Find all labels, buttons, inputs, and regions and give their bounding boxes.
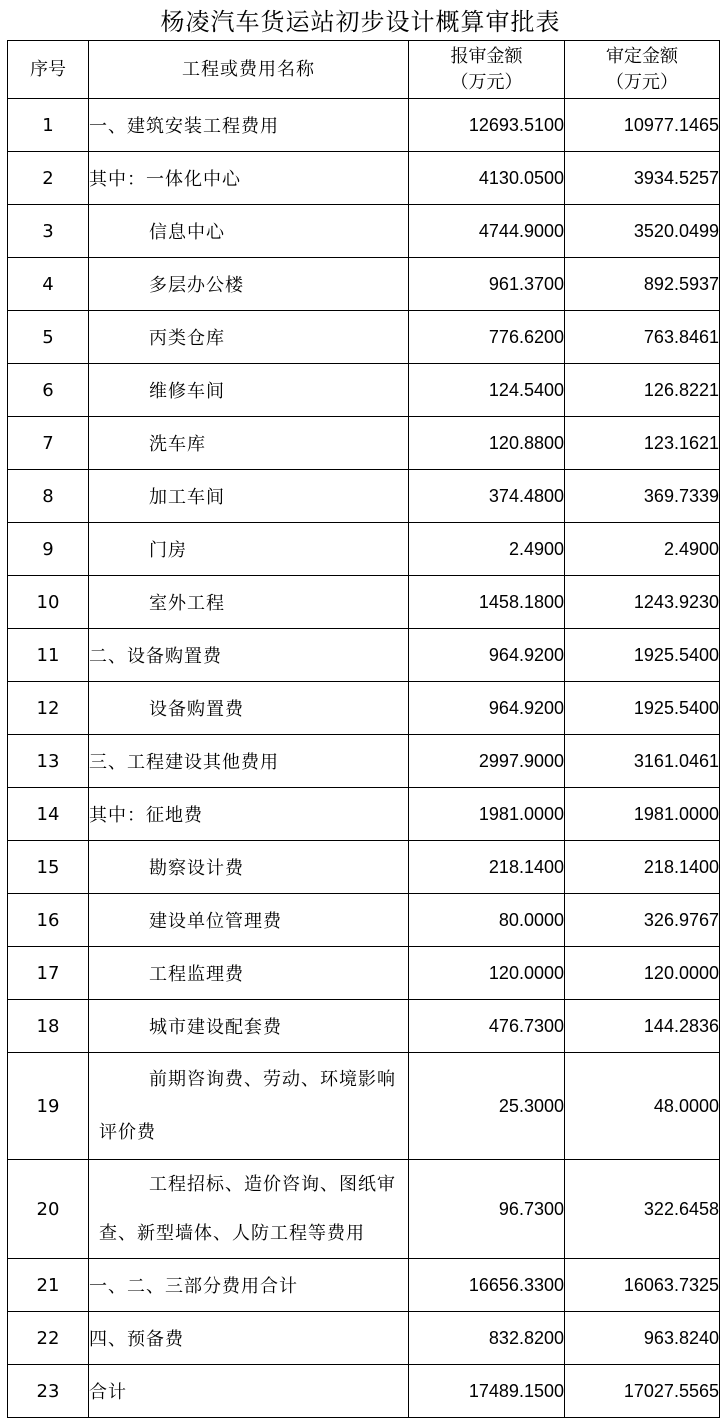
row-approved: 3934.5257 xyxy=(565,152,720,205)
row-reported: 96.7300 xyxy=(409,1160,565,1259)
row-approved: 326.9767 xyxy=(565,894,720,947)
row-approved: 1981.0000 xyxy=(565,788,720,841)
row-name: 多层办公楼 xyxy=(89,258,409,311)
row-seq: 22 xyxy=(8,1312,89,1365)
header-reported-line2: （万元） xyxy=(450,71,523,93)
row-seq: 20 xyxy=(8,1160,89,1259)
row-name: 建设单位管理费 xyxy=(89,894,409,947)
row-name: 合计 xyxy=(89,1365,409,1418)
row-seq: 1 xyxy=(8,99,89,152)
table-row xyxy=(8,894,720,947)
table-row xyxy=(8,152,720,205)
row-approved: 120.0000 xyxy=(565,947,720,1000)
table-row xyxy=(8,682,720,735)
table-row xyxy=(8,99,720,152)
table-row xyxy=(8,364,720,417)
row-approved: 763.8461 xyxy=(565,311,720,364)
table-row xyxy=(8,523,720,576)
row-reported: 1458.1800 xyxy=(409,576,565,629)
header-name: 工程或费用名称 xyxy=(89,41,409,99)
row-name: 其中：一体化中心 xyxy=(89,152,409,205)
row-approved: 322.6458 xyxy=(565,1160,720,1259)
row-seq: 18 xyxy=(8,1000,89,1053)
row-approved: 16063.7325 xyxy=(565,1259,720,1312)
row-approved: 144.2836 xyxy=(565,1000,720,1053)
row-seq: 6 xyxy=(8,364,89,417)
row-seq: 2 xyxy=(8,152,89,205)
row-approved: 126.8221 xyxy=(565,364,720,417)
row-reported: 12693.5100 xyxy=(409,99,565,152)
row-seq: 12 xyxy=(8,682,89,735)
row-reported: 2.4900 xyxy=(409,523,565,576)
header-reported xyxy=(409,41,565,99)
header-approved xyxy=(565,41,720,99)
row-name: 设备购置费 xyxy=(89,682,409,735)
row-approved: 3520.0499 xyxy=(565,205,720,258)
row-reported: 476.7300 xyxy=(409,1000,565,1053)
row-reported: 961.3700 xyxy=(409,258,565,311)
row-seq: 5 xyxy=(8,311,89,364)
table-row xyxy=(8,1259,720,1312)
table-row xyxy=(8,1312,720,1365)
row-seq: 10 xyxy=(8,576,89,629)
row-name: 四、预备费 xyxy=(89,1312,409,1365)
table-row xyxy=(8,417,720,470)
row-reported: 374.4800 xyxy=(409,470,565,523)
row-name: 其中：征地费 xyxy=(89,788,409,841)
row-name: 工程监理费 xyxy=(89,947,409,1000)
row-seq: 3 xyxy=(8,205,89,258)
row-reported: 1981.0000 xyxy=(409,788,565,841)
row-approved: 10977.1465 xyxy=(565,99,720,152)
row-approved: 963.8240 xyxy=(565,1312,720,1365)
row-reported: 80.0000 xyxy=(409,894,565,947)
row-name: 加工车间 xyxy=(89,470,409,523)
row-name: 室外工程 xyxy=(89,576,409,629)
row-name xyxy=(89,1053,409,1160)
table-row xyxy=(8,576,720,629)
row-name: 城市建设配套费 xyxy=(89,1000,409,1053)
row-seq: 7 xyxy=(8,417,89,470)
row-name xyxy=(89,1160,409,1259)
row-name: 三、工程建设其他费用 xyxy=(89,735,409,788)
table-row xyxy=(8,205,720,258)
row-name-text: 工程招标、造价咨询、图纸审查、新型墙体、人防工程等费用 xyxy=(99,1174,396,1244)
row-reported: 120.0000 xyxy=(409,947,565,1000)
row-name: 洗车库 xyxy=(89,417,409,470)
row-reported: 4130.0500 xyxy=(409,152,565,205)
row-reported: 4744.9000 xyxy=(409,205,565,258)
row-name: 信息中心 xyxy=(89,205,409,258)
table-row xyxy=(8,629,720,682)
row-name: 丙类仓库 xyxy=(89,311,409,364)
row-seq: 23 xyxy=(8,1365,89,1418)
table-row xyxy=(8,311,720,364)
row-reported: 16656.3300 xyxy=(409,1259,565,1312)
row-seq: 14 xyxy=(8,788,89,841)
table-row xyxy=(8,1053,720,1160)
row-reported: 25.3000 xyxy=(409,1053,565,1160)
row-name: 勘察设计费 xyxy=(89,841,409,894)
row-seq: 8 xyxy=(8,470,89,523)
row-approved: 123.1621 xyxy=(565,417,720,470)
row-seq: 17 xyxy=(8,947,89,1000)
table-row xyxy=(8,1000,720,1053)
row-name: 二、设备购置费 xyxy=(89,629,409,682)
row-reported: 2997.9000 xyxy=(409,735,565,788)
row-reported: 964.9200 xyxy=(409,682,565,735)
row-seq: 11 xyxy=(8,629,89,682)
row-approved: 1925.5400 xyxy=(565,682,720,735)
row-reported: 964.9200 xyxy=(409,629,565,682)
row-name: 一、二、三部分费用合计 xyxy=(89,1259,409,1312)
row-approved: 1925.5400 xyxy=(565,629,720,682)
table-row xyxy=(8,735,720,788)
row-reported: 17489.1500 xyxy=(409,1365,565,1418)
row-reported: 832.8200 xyxy=(409,1312,565,1365)
table-row xyxy=(8,1160,720,1259)
table-header-row xyxy=(8,41,720,99)
row-approved: 369.7339 xyxy=(565,470,720,523)
table-row xyxy=(8,841,720,894)
row-approved: 218.1400 xyxy=(565,841,720,894)
row-seq: 15 xyxy=(8,841,89,894)
row-name: 门房 xyxy=(89,523,409,576)
row-approved: 1243.9230 xyxy=(565,576,720,629)
row-seq: 19 xyxy=(8,1053,89,1160)
row-approved: 3161.0461 xyxy=(565,735,720,788)
row-name: 维修车间 xyxy=(89,364,409,417)
table-row xyxy=(8,947,720,1000)
row-name: 一、建筑安装工程费用 xyxy=(89,99,409,152)
budget-approval-table xyxy=(7,40,720,1418)
row-reported: 218.1400 xyxy=(409,841,565,894)
row-approved: 892.5937 xyxy=(565,258,720,311)
row-seq: 13 xyxy=(8,735,89,788)
row-seq: 16 xyxy=(8,894,89,947)
row-approved: 17027.5565 xyxy=(565,1365,720,1418)
row-name-text: 前期咨询费、劳动、环境影响评价费 xyxy=(99,1069,396,1143)
table-row xyxy=(8,788,720,841)
row-seq: 9 xyxy=(8,523,89,576)
row-seq: 21 xyxy=(8,1259,89,1312)
table-row xyxy=(8,470,720,523)
page-title: 杨凌汽车货运站初步设计概算审批表 xyxy=(160,8,561,36)
row-reported: 124.5400 xyxy=(409,364,565,417)
row-approved: 2.4900 xyxy=(565,523,720,576)
header-approved-line2: （万元） xyxy=(606,71,678,93)
header-approved-line1: 审定金额 xyxy=(606,45,678,67)
row-reported: 120.8800 xyxy=(409,417,565,470)
header-seq: 序号 xyxy=(8,41,89,99)
row-reported: 776.6200 xyxy=(409,311,565,364)
table-row xyxy=(8,258,720,311)
table-row-total xyxy=(8,1365,720,1418)
header-reported-line1: 报审金额 xyxy=(450,45,523,67)
row-seq: 4 xyxy=(8,258,89,311)
row-approved: 48.0000 xyxy=(565,1053,720,1160)
